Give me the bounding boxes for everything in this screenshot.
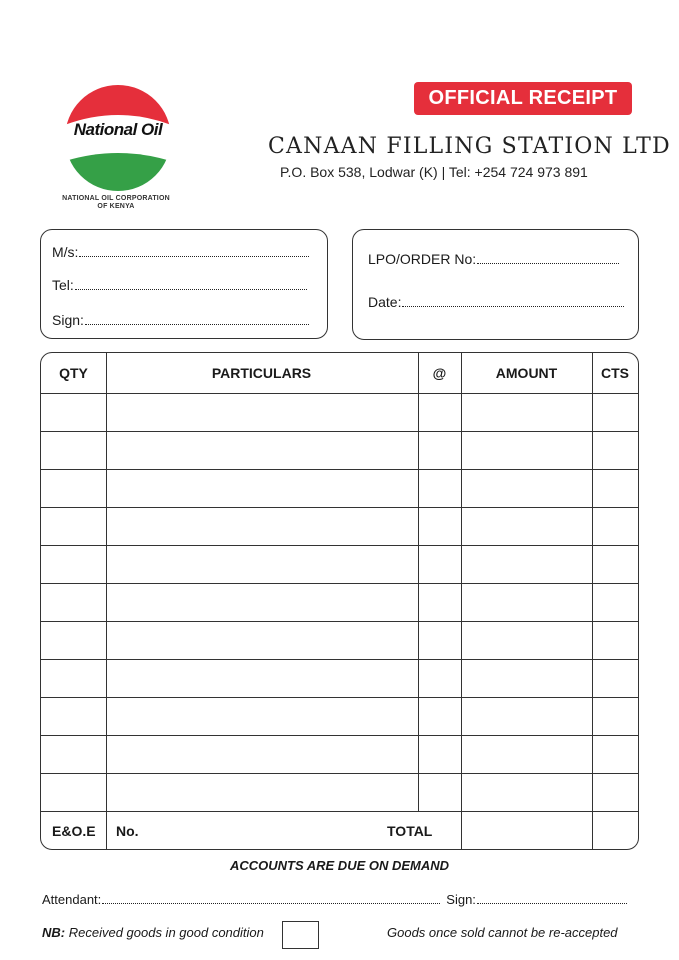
nb-label: NB: (42, 925, 66, 940)
attendant-label: Attendant: (42, 892, 102, 907)
date-dotted-line (402, 305, 624, 307)
row-divider (41, 431, 638, 432)
order-details-box (352, 229, 639, 340)
good-condition-checkbox[interactable] (282, 921, 319, 949)
national-oil-logo (62, 82, 174, 194)
goods-note: Goods once sold cannot be re-accepted (387, 925, 618, 940)
header-qty: QTY (59, 365, 88, 381)
logo-subtitle (50, 195, 182, 211)
company-address: P.O. Box 538, Lodwar (K) | Tel: +254 724 973 891 (280, 164, 588, 180)
row-divider (41, 811, 638, 812)
header-amount: AMOUNT (495, 365, 558, 381)
customer-details-box (40, 229, 328, 339)
total-label: TOTAL (387, 823, 433, 839)
row-divider (41, 393, 638, 394)
date-label: Date: (368, 294, 402, 310)
receipt-items-table (40, 352, 639, 850)
company-name: CANAAN FILLING STATION LTD (268, 134, 671, 159)
lpo-dotted-line (477, 262, 619, 264)
eoe-label: E&O.E (52, 823, 96, 839)
column-divider (592, 353, 593, 849)
sign-dotted-line (85, 323, 309, 325)
footer-notes (42, 925, 642, 940)
receipt-number-label: No. (116, 823, 139, 839)
lpo-label: LPO/ORDER No: (368, 251, 477, 267)
row-divider (41, 697, 638, 698)
attendant-dotted-line (102, 902, 440, 904)
row-divider (41, 469, 638, 470)
row-divider (41, 735, 638, 736)
sign-field[interactable] (52, 312, 309, 328)
tel-label: Tel: (52, 277, 74, 293)
column-divider (418, 353, 419, 811)
logo-brand-text: National Oil (73, 120, 163, 139)
column-divider (461, 353, 462, 849)
sign-label: Sign: (52, 312, 84, 328)
row-divider (41, 773, 638, 774)
header-particulars: PARTICULARS (211, 365, 312, 381)
row-divider (41, 545, 638, 546)
lpo-field[interactable] (368, 251, 619, 267)
attendant-sign-label: Sign: (446, 892, 476, 907)
tel-field[interactable] (52, 277, 307, 293)
row-divider (41, 659, 638, 660)
row-divider (41, 507, 638, 508)
column-divider (106, 353, 107, 849)
accounts-due-note: ACCOUNTS ARE DUE ON DEMAND (229, 858, 450, 873)
official-receipt-badge: OFFICIAL RECEIPT (414, 82, 632, 115)
nb-text: Received goods in good condition (65, 925, 264, 940)
attendant-sign-dotted-line (477, 902, 627, 904)
ms-label: M/s: (52, 244, 79, 260)
tel-dotted-line (75, 288, 307, 290)
header-rate: @ (432, 365, 447, 381)
ms-dotted-line (79, 255, 309, 257)
row-divider (41, 583, 638, 584)
header-cts: CTS (601, 365, 629, 381)
logo-subtitle-line2: OF KENYA (97, 203, 135, 210)
attendant-field[interactable] (42, 892, 627, 907)
date-field[interactable] (368, 294, 624, 310)
logo-subtitle-line1: NATIONAL OIL CORPORATION (62, 195, 170, 202)
row-divider (41, 621, 638, 622)
ms-field[interactable] (52, 244, 309, 260)
